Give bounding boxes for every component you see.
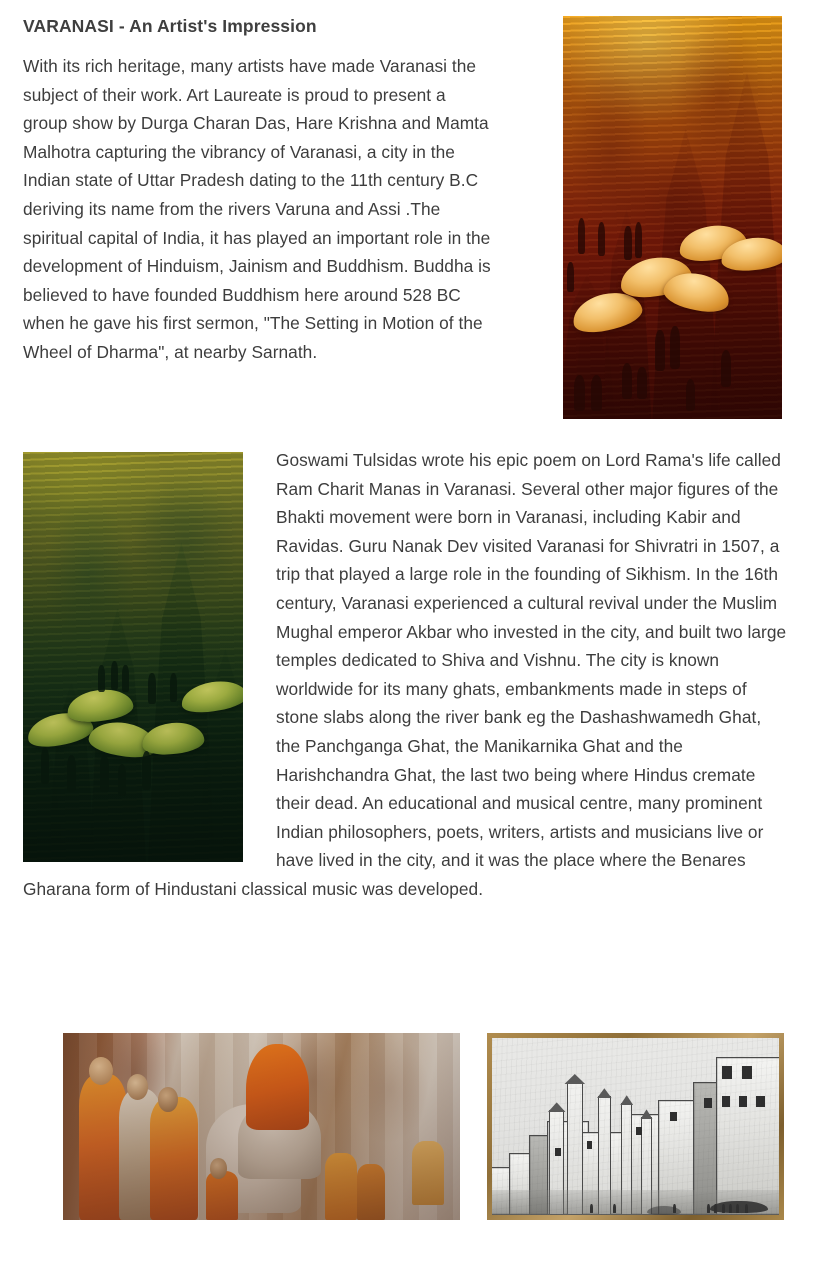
painting-water-reflection-layer (23, 452, 243, 862)
artwork-varanasi-figures-saffron[interactable] (63, 1033, 460, 1220)
page-title: VARANASI - An Artist's Impression (23, 15, 317, 36)
intro-paragraph: With its rich heritage, many artists have made Varanasi the subject of their work. Art Laureate is proud to present a group show by Durga Charan Das, Hare Krishna and Mamta Malhotra capturing the vibrancy of Varanasi, a city in the Indian state of Uttar Pradesh dating to the 11th century B.C deriving its name from the rivers Varuna and Assi .The spiritual capital of India, it has played an important role in the development of Hinduism, Jainism and Buddhism. Buddha is believed to have founded Buddhism here around 528 BC when he gave his first sermon, "The Setting in Motion of the Wheel of Dharma", at nearby Sarnath. (23, 56, 491, 362)
artwork-varanasi-ghat-red[interactable] (563, 16, 782, 419)
artwork-varanasi-ghat-green[interactable] (23, 452, 243, 862)
history-text-block (23, 446, 788, 904)
painting-floor-layer (63, 1033, 460, 1220)
sketch-canvas (492, 1038, 779, 1215)
intro-text-block (23, 52, 493, 367)
history-paragraph: Goswami Tulsidas wrote his epic poem on Lord Rama's life called Ram Charit Manas in Varanasi. Several other major figures of the Bhakti movement were born in Varanasi, including Kabir and Ravidas. Guru Nanak Dev visited Varanasi for Shivratri in 1507, a trip that played a large role in the founding of Sikhism. In the 16th century, Varanasi experienced a cultural revival under the Muslim Mughal emperor Akbar who invested in the city, and built two large temples dedicated to Shiva and Vishnu. The city is known worldwide for its many ghats, embankments made in steps of stone slabs along the river bank eg the Dashashwamedh Ghat, the Panchganga Ghat, the Manikarnika Ghat and the Harishchandra Ghat, the last two being where Hindus cremate their dead. An educational and musical centre, many prominent Indian philosophers, poets, writers, artists and musicians live or have lived in the city, and it was the place where the Benares Gharana form of Hindustani classical music was developed. (23, 450, 787, 899)
sketch-pencil-texture (492, 1038, 779, 1215)
painting-figures-layer (563, 16, 782, 419)
artwork-varanasi-ghat-charcoal[interactable] (487, 1033, 784, 1220)
